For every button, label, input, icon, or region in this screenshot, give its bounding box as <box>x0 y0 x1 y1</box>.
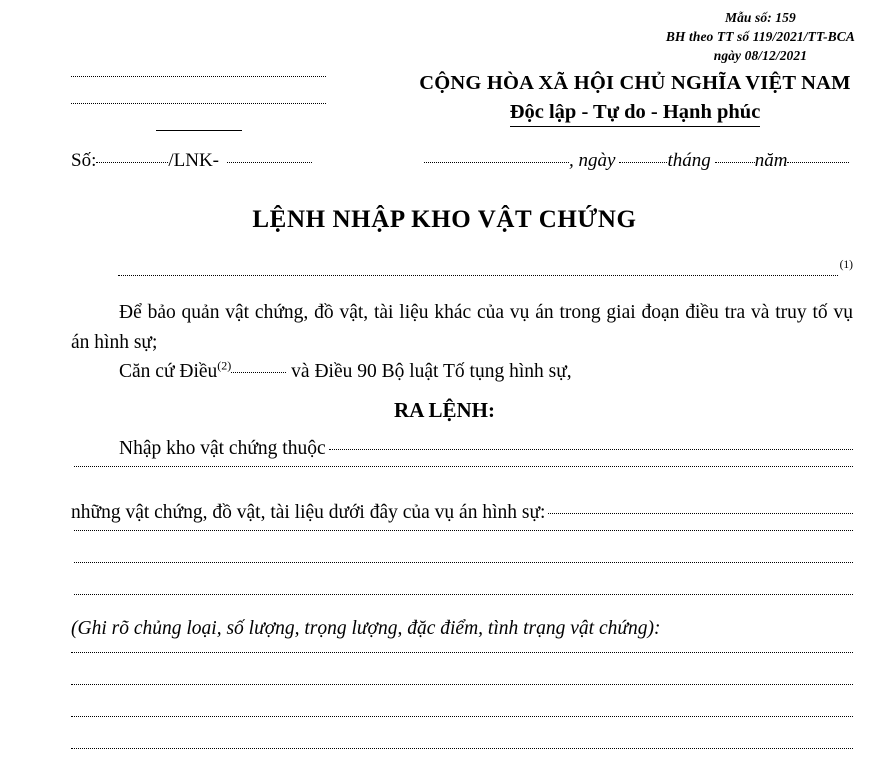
agency-name-line-2[interactable] <box>71 103 326 104</box>
form-meta-block <box>666 8 855 65</box>
year-field[interactable] <box>787 162 849 163</box>
body-text <box>71 298 853 387</box>
agency-block <box>71 76 326 131</box>
page-title: LỆNH NHẬP KHO VẬT CHỨNG <box>252 206 637 233</box>
thang-label: tháng <box>667 150 711 171</box>
national-heading-line-2: Độc lập - Tự do - Hạnh phúc <box>510 101 761 127</box>
evidence-field-line2[interactable] <box>74 530 853 531</box>
legal-basis-suffix: và Điều 90 Bộ luật Tố tụng hình sự, <box>291 361 572 383</box>
nam-label: năm <box>754 150 788 171</box>
evidence-field-line3[interactable] <box>74 562 853 563</box>
description-line-4[interactable] <box>71 748 853 749</box>
place-field[interactable] <box>424 162 569 163</box>
legal-basis-prefix: Căn cứ Điều <box>119 361 218 383</box>
description-line-3[interactable] <box>71 716 853 717</box>
note-marker-1: (1) <box>839 259 853 271</box>
paragraph-purpose: Để bảo quản vật chứng, đồ vật, tài liệu khác của vụ án trong giai đoạn điều tra và truy tố vụ án hình sự; <box>71 302 853 353</box>
form-number: Mẫu số: 159 <box>724 10 796 25</box>
day-field[interactable] <box>619 162 667 163</box>
evidence-field-line4[interactable] <box>74 594 853 595</box>
document-number-line <box>71 150 312 172</box>
paragraph-legal-basis <box>71 357 853 387</box>
form-issued-date: ngày 08/12/2021 <box>713 48 808 64</box>
so-number-field[interactable] <box>96 162 168 163</box>
evidence-case-field[interactable] <box>548 513 853 514</box>
warehouse-label: Nhập kho vật chứng thuộc <box>119 438 326 459</box>
warehouse-row-continued <box>71 470 853 502</box>
agency-name-line-1[interactable] <box>71 76 326 77</box>
so-separator: /LNK- <box>168 150 220 171</box>
ngay-label: , ngày <box>569 150 616 171</box>
order-heading: RA LỆNH: <box>394 398 495 422</box>
note-marker-2: (2) <box>217 358 232 373</box>
evidence-case-label: những vật chứng, đồ vật, tài liệu dưới đây của vụ án hình sự: <box>71 502 546 523</box>
national-heading-line-1: CỘNG HÒA XÃ HỘI CHỦ NGHĨA VIỆT NAM <box>419 72 851 94</box>
description-line-2[interactable] <box>71 684 853 685</box>
fill-in-block <box>71 438 853 630</box>
issuer-note-line <box>118 259 853 280</box>
warehouse-field-line2[interactable] <box>74 466 853 467</box>
description-lines-block <box>71 652 853 780</box>
description-line-1[interactable] <box>71 652 853 653</box>
agency-divider-rule <box>156 130 242 131</box>
article-number-field[interactable] <box>231 372 286 373</box>
issuer-note-field[interactable] <box>118 275 838 276</box>
form-issued-under: BH theo TT số 119/2021/TT-BCA <box>665 29 855 45</box>
national-heading <box>410 72 860 127</box>
so-suffix-field[interactable] <box>227 162 312 163</box>
place-date-line <box>424 150 849 172</box>
warehouse-field[interactable] <box>329 449 853 450</box>
month-field[interactable] <box>715 162 755 163</box>
so-label: Số: <box>71 150 97 171</box>
guidance-note: (Ghi rõ chủng loại, số lượng, trọng lượng, đặc điểm, tình trạng vật chứng): <box>71 618 661 639</box>
